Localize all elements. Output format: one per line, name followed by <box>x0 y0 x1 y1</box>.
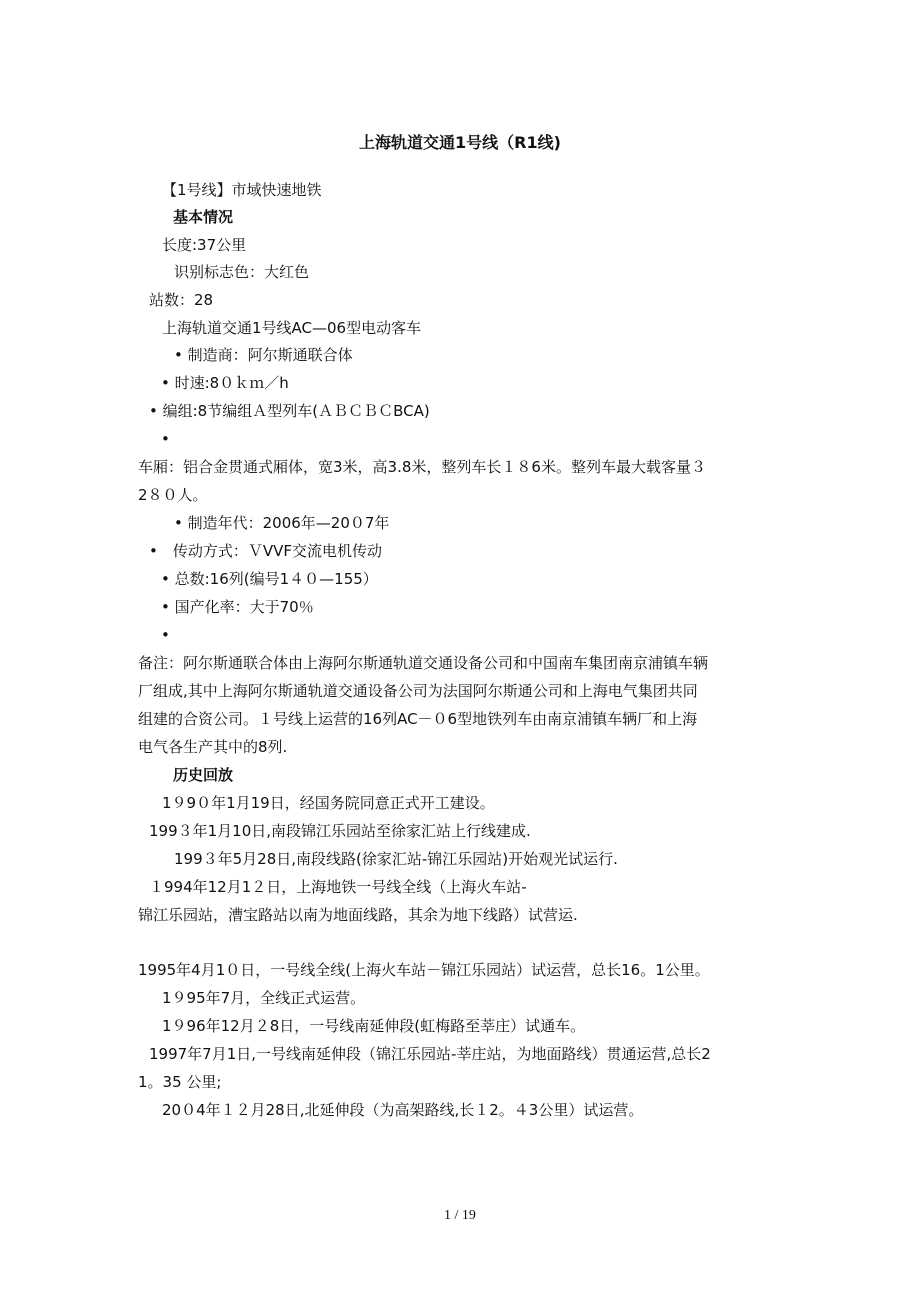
bullet-empty-2: • <box>161 626 170 644</box>
section-heading-basic: 基本情况 <box>173 208 234 226</box>
history-1995-apr: 1995年4月1０日，一号线全线(上海火车站－锦江乐园站）试运营，总长16。1公里。 <box>138 961 710 979</box>
history-1990: 1９9０年1月19日，经国务院同意正式开工建设。 <box>162 794 495 812</box>
section-heading-history: 历史回放 <box>173 766 234 784</box>
page-number: 1 / 19 <box>444 1208 476 1223</box>
line-carriage-2: 2８０人。 <box>138 486 208 504</box>
line-color: 识别标志色：大红色 <box>174 263 310 281</box>
history-1994-2: 锦江乐园站，漕宝路站以南为地面线路，其余为地下线路）试营运. <box>138 906 578 924</box>
history-1997-2: 1。35 公里; <box>138 1073 222 1091</box>
bullet-total: • 总数:16列(编号1４０—155） <box>161 570 378 588</box>
bullet-speed: • 时速:8０ｋｍ／h <box>161 374 289 392</box>
history-1994-1: １994年12月1２日，上海地铁一号线全线（上海火车站- <box>149 878 527 896</box>
bullet-empty: • <box>161 430 170 448</box>
line-train-model: 上海轨道交通1号线AC—06型电动客车 <box>162 319 422 337</box>
bullet-localization: • 国产化率：大于70％ <box>161 598 314 616</box>
bullet-formation: • 编组:8节编组Ａ型列车(ＡＢＣＢＣBCA) <box>149 402 430 420</box>
note-line-2: 厂组成,其中上海阿尔斯通轨道交通设备公司为法国阿尔斯通公司和上海电气集团共同 <box>138 682 698 700</box>
bullet-drive: • 传动方式：ＶVVF交流电机传动 <box>149 542 382 560</box>
history-1993-jan: 199３年1月10日,南段锦江乐园站至徐家汇站上行线建成. <box>149 822 531 840</box>
line-carriage-1: 车厢：铝合金贯通式厢体，宽3米，高3.8米，整列车长１８6米。整列车最大载客量３ <box>138 458 706 476</box>
note-line-1: 备注：阿尔斯通联合体由上海阿尔斯通轨道交通设备公司和中国南车集团南京浦镇车辆 <box>138 654 709 672</box>
history-1997-1: 1997年7月1日,一号线南延伸段（锦江乐园站-莘庄站，为地面路线）贯通运营,总长2 <box>149 1045 711 1063</box>
note-line-4: 电气各生产其中的8列. <box>138 738 288 756</box>
bullet-manufacturer: • 制造商：阿尔斯通联合体 <box>174 346 353 364</box>
page-title: 上海轨道交通1号线（R1线) <box>359 133 561 152</box>
history-1995-jul: 1９95年7月，全线正式运营。 <box>162 989 366 1007</box>
history-2004: 20０4年１２月28日,北延伸段（为高架路线,长１2。４3公里）试运营。 <box>162 1101 644 1119</box>
note-line-3: 组建的合资公司。１号线上运营的16列AC－０6型地铁列车由南京浦镇车辆厂和上海 <box>138 710 698 728</box>
line-length: 长度:37公里 <box>162 236 247 254</box>
line-stations: 站数：28 <box>149 291 214 309</box>
history-1993-may: 199３年5月28日,南段线路(徐家汇站-锦江乐园站)开始观光试运行. <box>174 850 618 868</box>
bullet-year: • 制造年代：2006年—20０7年 <box>174 514 390 532</box>
history-1996: 1９96年12月２8日，一号线南延伸段(虹梅路至莘庄）试通车。 <box>162 1017 586 1035</box>
line-subtitle: 【1号线】市域快速地铁 <box>162 181 322 199</box>
